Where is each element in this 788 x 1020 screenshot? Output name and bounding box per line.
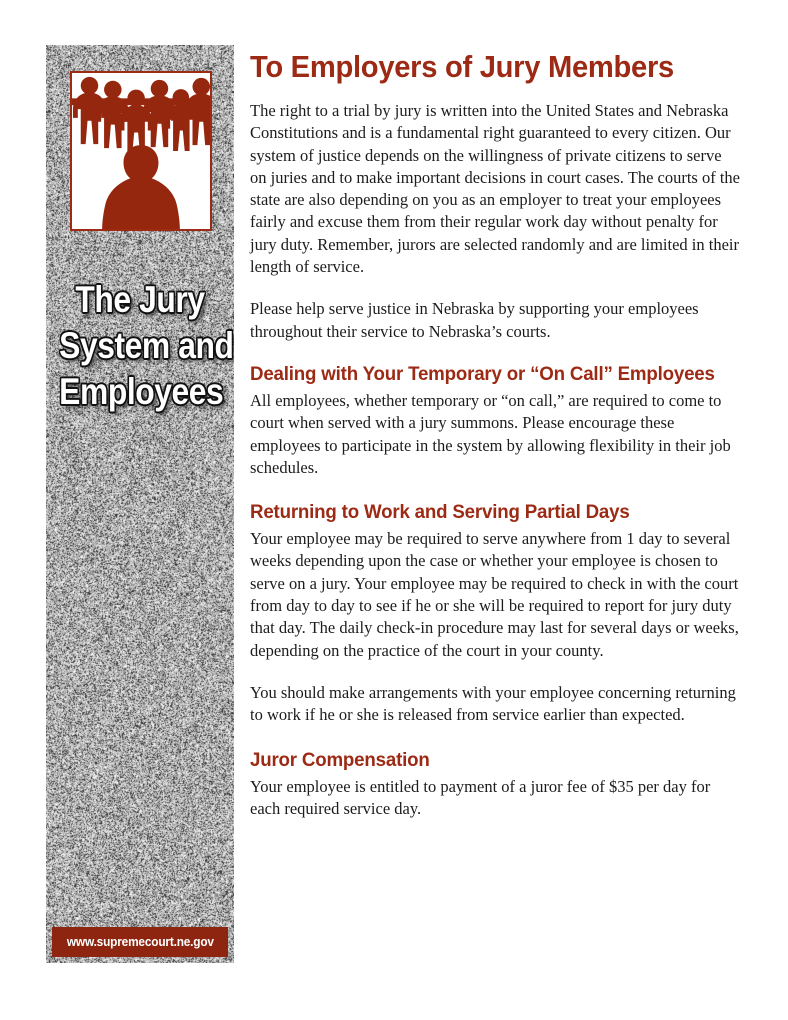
sidebar-title-line-2: System and xyxy=(59,325,234,366)
sidebar-title-line-3: Employees xyxy=(59,371,224,412)
page-title: To Employers of Jury Members xyxy=(250,49,674,84)
sidebar-title-line-1: The Jury xyxy=(75,279,205,320)
section-paragraph-temporary-on-call: All employees, whether temporary or “on call,” are required to come to court when served with a jury summons. Please encourage these employees to participate in the system by allowing flexibility in their job schedules. xyxy=(250,390,731,477)
section-paragraph-returning-to-work-1: Your employee may be required to serve anywhere from 1 day to several weeks depending upon the case or whether your employee is chosen to serve on a jury. Your employee may be required to check in with the court from day to day to see if he or she will be required to report for jury duty that day. The daily check-in procedure may last for several days or weeks, depending on the practice of the court in your county. xyxy=(250,529,739,660)
section-heading-returning-to-work: Returning to Work and Serving Partial Days xyxy=(250,501,630,524)
section-paragraph-juror-compensation: Your employee is entitled to payment of a juror fee of $35 per day for each required service day. xyxy=(250,776,711,818)
section-heading-juror-compensation: Juror Compensation xyxy=(250,748,430,771)
intro-paragraph-2: Please help serve justice in Nebraska by supporting your employees throughout their service to Nebraska’s courts. xyxy=(250,299,699,341)
sidebar-panel xyxy=(46,45,234,963)
section-paragraph-returning-to-work-2: You should make arrangements with your employee concerning returning to work if he or she is released from service earlier than expected. xyxy=(250,682,736,725)
intro-paragraph-1: The right to a trial by jury is written into the United States and Nebraska Constitutions and is a fundamental right guaranteed to every citizen. Our system of justice depends on the willingness of private citizens to serve on juries and to make important decisions in court cases. The courts of the state are also depending on you as an employer to treat your employees fairly and excuse them from their regular work day without penalty for jury duty. Remember, jurors are selected randomly and are limited in their length of service. xyxy=(250,101,740,277)
footer-url-bar[interactable] xyxy=(52,927,228,957)
footer-url-text: www.supremecourt.ne.gov xyxy=(66,935,214,949)
section-heading-temporary-on-call: Dealing with Your Temporary or “On Call” Employees xyxy=(250,362,715,385)
main-content-column xyxy=(250,50,742,820)
sidebar-title xyxy=(59,277,234,415)
jury-figures-icon xyxy=(72,73,210,229)
jury-panel-logo xyxy=(70,71,212,231)
